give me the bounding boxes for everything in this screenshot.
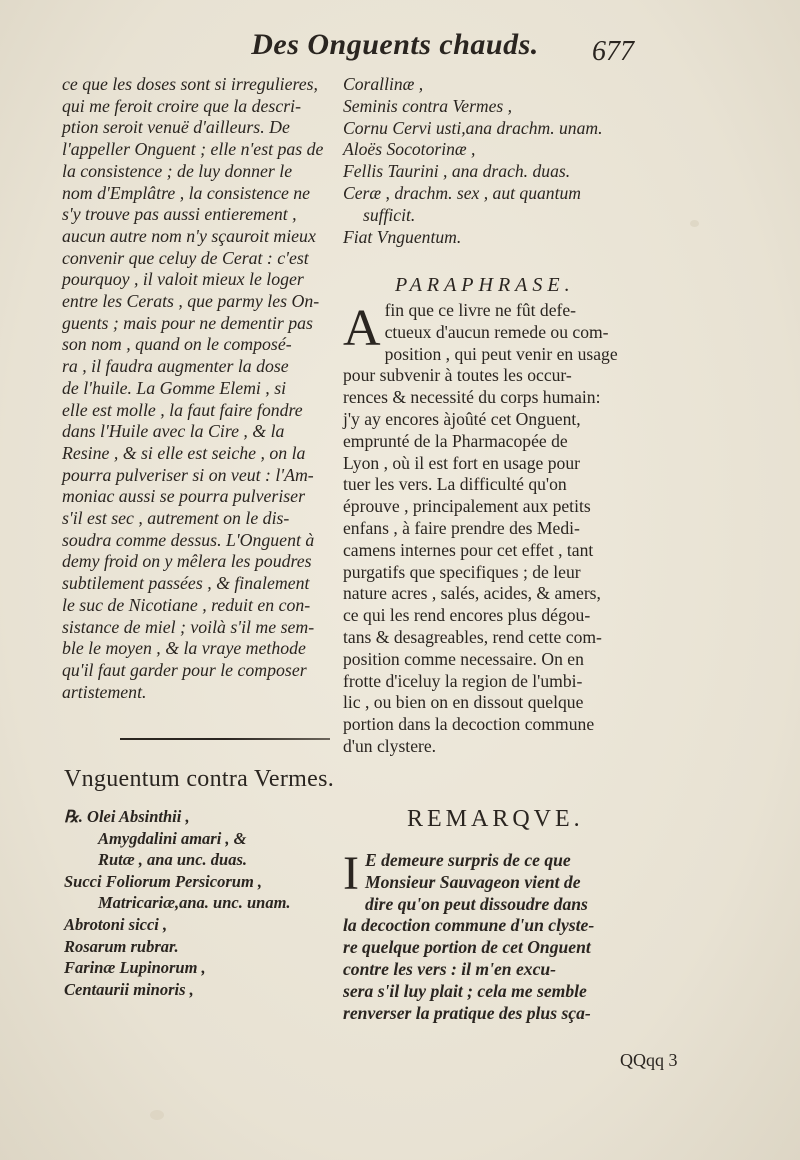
text-line: d'un clystere. (343, 735, 437, 756)
text-line: elle est molle , la faut faire fondre (62, 399, 303, 420)
right-column-recipe (343, 74, 723, 248)
running-header-title: Des Onguents chauds. (251, 28, 539, 61)
text-line: éprouve , principalement aux petits (343, 496, 591, 517)
text-line: E demeure surpris de ce que (364, 850, 571, 870)
text-line: dire qu'on peut dissoudre dans (364, 893, 588, 914)
text-line: ce qui les rend encores plus dégou- (343, 605, 591, 626)
recipe-line: Cornu Cervi usti,ana drachm. unam. (343, 117, 603, 138)
text-line: rences & necessité du corps humain: (343, 387, 601, 408)
text-line: purgatifs que specifiques ; de leur (343, 561, 581, 582)
text-line: pourquoy , il valoit mieux le loger (62, 269, 304, 290)
text-line: l'appeller Onguent ; elle n'est pas de (62, 139, 324, 160)
text-line: son nom , quand on le composé- (62, 334, 292, 355)
ingredient-line: Rosarum rubrar. (64, 936, 179, 956)
text-line: qui me feroit croire que la descri- (62, 95, 302, 116)
ingredient-line: Centaurii minoris , (64, 979, 194, 999)
text-line: sera s'il luy plait ; cela me semble (343, 980, 587, 1001)
paper-stain (150, 1110, 164, 1120)
ingredient-line: Amygdalini amari , & (98, 828, 247, 848)
text-line: dans l'Huile avec la Cire , & la (62, 421, 285, 442)
text-line: pour subvenir à toutes les occur- (343, 365, 572, 386)
text-line: demy froid on y mêlera les poudres (62, 551, 312, 572)
text-line: Lyon , où il est fort en usage pour (343, 452, 580, 473)
ingredient-line: Succi Foliorum Persicorum , (64, 871, 263, 891)
recipe-line: Seminis contra Vermes , (343, 95, 513, 116)
text-line: pourra pulveriser si on veut : l'Am- (62, 464, 314, 485)
text-line: tuer les vers. La difficulté qu'on (343, 474, 567, 495)
text-line: aucun autre nom n'y sçauroit mieux (62, 225, 316, 246)
recipe-line: Ceræ , drachm. sex , aut quantum (343, 182, 581, 203)
text-line: qu'il faut garder pour le composer (62, 659, 307, 680)
ingredient-line: Matricariæ,ana. unc. unam. (98, 893, 291, 913)
recipe-line: Corallinæ , (343, 74, 424, 94)
ingredient-line: Farinæ Lupinorum , (64, 958, 206, 978)
text-line: le suc de Nicotiane , reduit en con- (62, 594, 311, 615)
text-line: subtilement passées , & finalement (62, 573, 310, 594)
printer-signature-mark: QQqq 3 (620, 1050, 678, 1070)
text-line: ption seroit venuë d'ailleurs. De (62, 117, 290, 138)
recipe-line: Fiat Vnguentum. (343, 226, 462, 247)
text-line: emprunté de la Pharmacopée de (343, 430, 568, 451)
text-line: ra , il faudra augmenter la dose (62, 356, 289, 377)
remarque-heading: REMARQVE. (407, 806, 584, 832)
text-line: s'y trouve pas aussi entierement , (62, 204, 297, 225)
recipe-line: sufficit. (363, 204, 416, 225)
text-line: Monsieur Sauvageon vient de (364, 871, 581, 892)
text-line: ctueux d'aucun remede ou com- (384, 321, 609, 342)
text-line: camens internes pour cet effet , tant (343, 539, 594, 560)
text-line: fin que ce livre ne fût defe- (384, 300, 577, 320)
text-line: contre les vers : il m'en excu- (343, 958, 557, 979)
text-line: lic , ou bien on en dissout quelque (343, 692, 584, 713)
text-line: position , qui peut venir en usage (384, 343, 618, 364)
text-line: nature acres , salés, acides, & amers, (343, 583, 601, 604)
text-line: renverser la pratique des plus sça- (343, 1002, 591, 1023)
recipe-line: Fellis Taurini , ana drach. duas. (343, 161, 571, 182)
text-line: entre les Cerats , que parmy les On- (62, 291, 320, 312)
section-divider-rule (120, 738, 330, 740)
drop-cap-letter: I (343, 847, 359, 900)
text-line: frotte d'iceluy la region de l'umbi- (343, 670, 583, 691)
text-line: position comme necessaire. On en (343, 648, 584, 669)
text-line: la consistence ; de luy donner le (62, 160, 293, 181)
recipe-rx-symbol: ℞. (64, 807, 83, 826)
text-line: soudra comme dessus. L'Onguent à (62, 529, 315, 550)
text-line: ble le moyen , & la vraye methode (62, 638, 306, 659)
text-line: la decoction commune d'un clyste- (343, 915, 595, 936)
text-line: Resine , & si elle est seiche , on la (62, 442, 306, 463)
text-line: moniac aussi se pourra pulveriser (62, 486, 305, 507)
ingredient-line: Olei Absinthii , (87, 807, 190, 826)
text-line: nom d'Emplâtre , la consistence ne (62, 182, 311, 203)
paraphrase-heading: PARAPHRASE. (395, 274, 575, 296)
text-line: convenir que celuy de Cerat : c'est (62, 247, 309, 268)
text-line: enfans , à faire prendre des Medi- (343, 517, 580, 538)
recipe-line: Aloës Socotorinæ , (343, 139, 476, 160)
page-number: 677 (592, 36, 634, 67)
drop-cap-letter: A (343, 300, 381, 357)
text-line: portion dans la decoction commune (343, 714, 595, 735)
text-line: guents ; mais pour ne dementir pas (62, 312, 313, 333)
text-line: j'y ay encores àjoûté cet Onguent, (343, 408, 581, 429)
ingredient-line: Abrotoni sicci , (64, 914, 168, 934)
left-column-text (62, 74, 352, 703)
text-line: ce que les doses sont si irregulieres, (62, 74, 318, 94)
text-line: artistement. (62, 681, 147, 702)
recipe-ingredient-list (64, 806, 354, 1000)
text-line: re quelque portion de cet Onguent (343, 937, 591, 958)
text-line: tans & desagreables, rend cette com- (343, 626, 602, 647)
text-line: s'il est sec , autrement on le dis- (62, 508, 290, 529)
recipe-title: Vnguentum contra Vermes. (64, 766, 335, 792)
remarque-text (343, 847, 728, 1024)
text-line: sistance de miel ; voilà s'il me sem- (62, 616, 315, 637)
paraphrase-text (343, 300, 728, 758)
ingredient-line: Rutæ , ana unc. duas. (98, 850, 248, 870)
text-line: de l'huile. La Gomme Elemi , si (62, 377, 287, 398)
